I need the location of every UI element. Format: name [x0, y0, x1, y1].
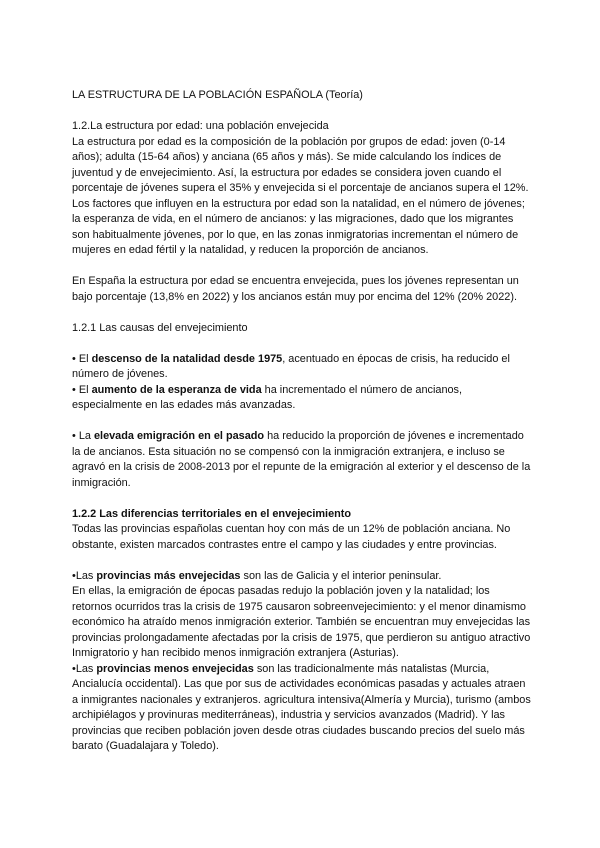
paragraph-age-structure: La estructura por edad es la composición de la población por grupos de edad: joven (0-14 años); adulta (15-64 años) y anciana (65 años y más). Se mide calculando los índices de juventud y de envejecimiento. Así, la estructura por edades se considera joven cuando el porcentaje de jóvenes supera el 35% y envejecida si el porcentaje de ancianos supera el 12%.: [72, 135, 529, 194]
bold-term: provincias menos envejecidas: [96, 662, 254, 675]
section-heading-1-2: 1.2.La estructura por edad: una población envejecida: [72, 120, 329, 132]
bold-term: descenso de la natalidad desde 1975: [91, 352, 283, 365]
bold-term: aumento de la esperanza de vida: [91, 383, 262, 396]
bullet-esperanza-vida: • El aumento de la esperanza de vida ha incrementado el número de ancianos, especialmente en las edades más avanzadas.: [72, 383, 463, 411]
paragraph-en-ellas: En ellas, la emigración de épocas pasadas redujo la población joven y la natalidad; los retornos ocurridos tras la crisis de 1975 causaron sobreenvejecimiento: y el menor dinamismo económico ha atraído menos inmigración exterior. También se encuentran muy envejecidas las provincias prolongadamente afectadas por la crisis de 1975, que perdieron su antiguo atractivo: [72, 585, 531, 644]
bullet-natalidad: • El descenso de la natalidad desde 1975, acentuado en épocas de crisis, ha reducido el número de jóvenes.: [72, 352, 510, 380]
bullet-menos-envejecidas: •Las provincias menos envejecidas son las tradicionalmente más natalistas (Murcia, Ancialucía occidental). Las que por sus de actividades económicas pasadas y actuales atraen a inmigrantes nacionales y extranjeros. agricultura intensiva(Almería y Murcia), turismo (ambos archipiélagos y provinuras mediterráneas), industria y servicios avanzados (Madrid). Y las provincias que reciben población joven desde otras ciudades buscando precios del suelo más barato (Guadalajara y Toledo).: [72, 662, 531, 752]
paragraph-factors: Los factores que influyen en la estructura por edad son la natalidad, en el número de jóvenes; la esperanza de vida, en el número de ancianos: y las migraciones, dado que los migrantes son habitualmente jóvenes, por lo que, en las zonas inmigratorias incrementan el número de mujeres en edad fértil y la natalidad, y reducen la proporción de ancianos.: [72, 197, 525, 256]
document-title: LA ESTRUCTURA DE LA POBLACIÓN ESPAÑOLA (Teoría): [72, 89, 363, 101]
bold-term: provincias más envejecidas: [96, 569, 241, 582]
paragraph-provincias: Todas las provincias españolas cuentan hoy con más de un 12% de población anciana. No obstante, existen marcados contrastes entre el campo y las ciudades y entre provincias.: [72, 523, 511, 551]
paragraph-spain: En España la estructura por edad se encuentra envejecida, pues los jóvenes representan un bajo porcentaje (13,8% en 2022) y los ancianos están muy por encima del 12% (20% 2022).: [72, 275, 519, 303]
bullet-emigracion: • La elevada emigración en el pasado ha reducido la proporción de jóvenes e incrementado la de ancianos. Esta situación no se compensó con la inmigración extranjera, e incluso se agravó en la crisis de 2008-2013 por el repunte de la emigración al exterior y el descenso de la inmigración.: [72, 430, 531, 489]
paragraph-inmigratorio: Inmigratorio y han recibido menos inmigración extranjera (Asturias).: [72, 647, 399, 659]
document-page: [72, 88, 532, 755]
section-heading-1-2-2: 1.2.2 Las diferencias territoriales en el envejecimiento: [72, 507, 352, 520]
bold-term: elevada emigración en el pasado: [93, 430, 265, 442]
section-heading-1-2-1: 1.2.1 Las causas del envejecimiento: [72, 321, 248, 334]
bullet-mas-envejecidas: •Las provincias más envejecidas son las de Galicia y el interior peninsular.: [72, 569, 442, 582]
